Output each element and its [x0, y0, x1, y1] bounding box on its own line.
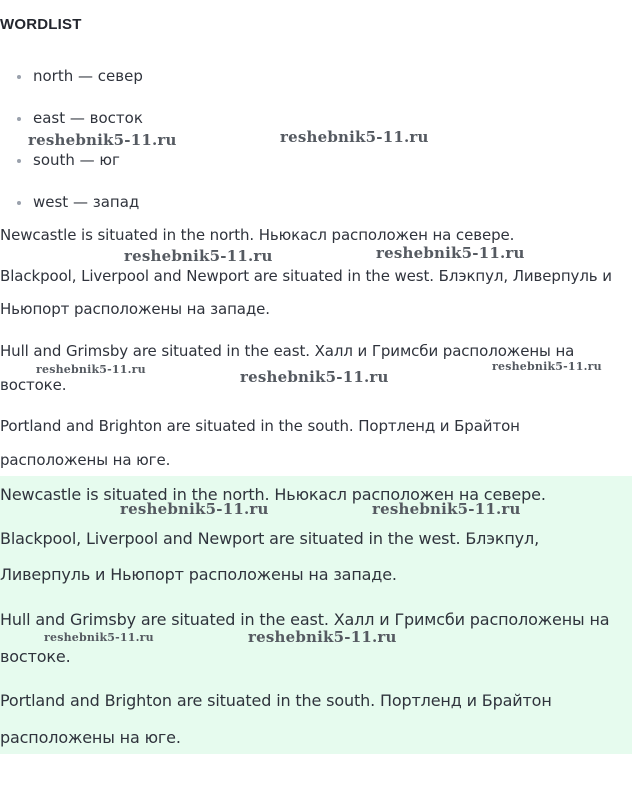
wordlist-item-north: north — север — [33, 67, 143, 85]
answer-line: расположены на юге. — [0, 451, 171, 469]
answer-line: Portland and Brighton are situated in the south. Портленд и Брайтон — [0, 691, 552, 710]
answer-line: Blackpool, Liverpool and Newport are situated in the west. Блэкпул, Ливерпуль и — [0, 267, 612, 285]
answer-line: Hull and Grimsby are situated in the east. Халл и Гримсби расположены на — [0, 610, 610, 629]
answer-line: Ньюпорт расположены на западе. — [0, 300, 270, 318]
answer-line: востоке. — [0, 647, 71, 666]
watermark: reshebnik5-11.ru — [240, 368, 389, 386]
watermark: reshebnik5-11.ru — [28, 131, 177, 149]
wordlist-item-west: west — запад — [33, 193, 140, 211]
answer-line: Ливерпуль и Ньюпорт расположены на западе. — [0, 565, 397, 584]
answer-line: Blackpool, Liverpool and Newport are situated in the west. Блэкпул, — [0, 529, 540, 548]
wordlist-item-east: east — восток — [33, 109, 143, 127]
answer-line: востоке. — [0, 376, 67, 394]
watermark: reshebnik5-11.ru — [124, 247, 273, 265]
watermark: reshebnik5-11.ru — [376, 244, 525, 262]
answer-line: Newcastle is situated in the north. Ньюкасл расположен на севере. — [0, 485, 546, 504]
answer-line: расположены на юге. — [0, 728, 181, 747]
answer-line: Portland and Brighton are situated in the south. Портленд и Брайтон — [0, 417, 520, 435]
bullet — [17, 117, 21, 121]
wordlist-heading: WORDLIST — [0, 16, 82, 33]
bullet — [17, 159, 21, 163]
wordlist-item-south: south — юг — [33, 151, 120, 169]
watermark: reshebnik5-11.ru — [372, 500, 521, 518]
watermark: reshebnik5-11.ru — [44, 631, 154, 644]
answer-line: Hull and Grimsby are situated in the east. Халл и Гримсби расположены на — [0, 342, 575, 360]
watermark: reshebnik5-11.ru — [280, 128, 429, 146]
bullet — [17, 75, 21, 79]
bullet — [17, 201, 21, 205]
watermark: reshebnik5-11.ru — [492, 360, 602, 373]
watermark: reshebnik5-11.ru — [36, 363, 146, 376]
answer-line: Newcastle is situated in the north. Ньюкасл расположен на севере. — [0, 226, 515, 244]
watermark: reshebnik5-11.ru — [120, 500, 269, 518]
watermark: reshebnik5-11.ru — [248, 628, 397, 646]
